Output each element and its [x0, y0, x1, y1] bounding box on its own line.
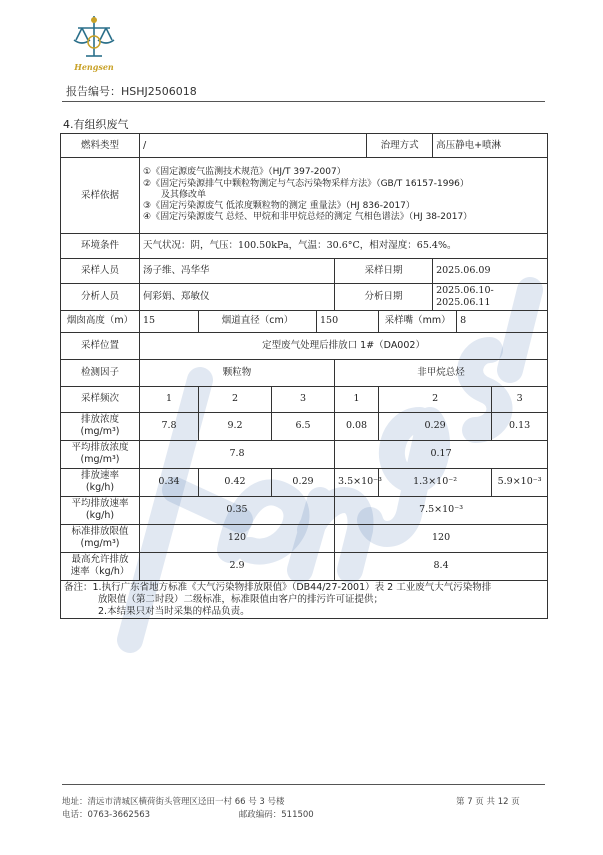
company-logo — [68, 12, 120, 76]
value-cell: 2.9 — [140, 552, 335, 580]
footer-phone: 电话：0763-3662563 — [62, 810, 151, 820]
value-cell: 0.42 — [199, 468, 272, 496]
freq-cell: 2 — [379, 386, 492, 412]
table-row — [61, 284, 548, 311]
page-number: 第 7 页 共 12 页 — [456, 797, 520, 807]
value-cell: 1.3×10⁻² — [379, 468, 492, 496]
value-cell: 120 — [335, 524, 548, 552]
treatment-value: 高压静电+喷淋 — [433, 134, 548, 158]
nozzle-value: 8 — [457, 310, 548, 332]
emission-data-table — [60, 133, 548, 619]
value-cell: 0.08 — [335, 412, 379, 440]
sample-date-value: 2025.06.09 — [433, 259, 548, 284]
freq-cell: 3 — [272, 386, 335, 412]
value-cell: 0.34 — [140, 468, 199, 496]
avg-rate-label: 平均排放速率 (kg/h) — [61, 496, 140, 524]
value-cell: 7.8 — [140, 412, 199, 440]
freq-cell: 1 — [335, 386, 379, 412]
sample-date-label: 采样日期 — [335, 259, 433, 284]
table-row — [61, 359, 548, 386]
factor-label: 检测因子 — [61, 359, 140, 386]
fuel-value: / — [140, 134, 367, 158]
env-value: 天气状况：阴，气压：100.50kPa，气温：30.6°C，相对湿度：65.4%。 — [140, 234, 548, 259]
max-rate-label: 最高允许排放 速率（kg/h） — [61, 552, 140, 580]
location-label: 采样位置 — [61, 332, 140, 359]
factor-particulate: 颗粒物 — [140, 359, 335, 386]
sampler-value: 汤子维、冯华华 — [140, 259, 335, 284]
value-cell: 8.4 — [335, 552, 548, 580]
analyst-label: 分析人员 — [61, 284, 140, 311]
value-cell: 5.9×10⁻³ — [492, 468, 548, 496]
table-row — [61, 310, 548, 332]
note-line: 2.本结果只对当时采集的样品负责。 — [98, 605, 250, 617]
value-cell: 0.35 — [140, 496, 335, 524]
table-row — [61, 440, 548, 468]
analysis-date-value: 2025.06.10-2025.06.11 — [433, 284, 548, 311]
freq-cell: 3 — [492, 386, 548, 412]
table-row — [61, 234, 548, 259]
table-row — [61, 580, 548, 619]
table-row — [61, 158, 548, 234]
basis-line: ②《固定污染源排气中颗粒物测定与气态污染物采样方法》（GB/T 16157-1996） — [143, 178, 469, 189]
header-divider — [62, 101, 545, 102]
value-cell: 0.29 — [272, 468, 335, 496]
value-cell: 0.17 — [335, 440, 548, 468]
section-title: 4.有组织废气 — [63, 118, 129, 131]
freq-label: 采样频次 — [61, 386, 140, 412]
table-row — [61, 134, 548, 158]
table-row — [61, 259, 548, 284]
stack-height-label: 烟囱高度（m） — [61, 310, 140, 332]
table-row — [61, 332, 548, 359]
table-row — [61, 386, 548, 412]
value-cell: 0.13 — [492, 412, 548, 440]
factor-nmhc: 非甲烷总烃 — [335, 359, 548, 386]
footer-zip: 邮政编码：511500 — [238, 810, 314, 820]
limit-label: 标准排放限值 (mg/m³) — [61, 524, 140, 552]
value-cell: 9.2 — [199, 412, 272, 440]
table-row — [61, 496, 548, 524]
basis-line: ③《固定污染源废气 低浓度颗粒物的测定 重量法》（HJ 836-2017） — [143, 201, 415, 212]
basis-line: 及其修改单 — [161, 189, 207, 200]
svg-text:Hengsen: Hengsen — [74, 62, 114, 72]
analyst-value: 何彩娟、郑敏仪 — [140, 284, 335, 311]
value-cell: 120 — [140, 524, 335, 552]
stack-diameter-label: 烟道直径（cm） — [199, 310, 317, 332]
table-row — [61, 412, 548, 440]
analysis-date-label: 分析日期 — [335, 284, 433, 311]
footer-divider — [62, 784, 545, 785]
nozzle-label: 采样嘴（mm） — [379, 310, 457, 332]
notes-cell — [61, 580, 548, 619]
location-value: 定型废气处理后排放口 1#（DA002） — [140, 332, 548, 359]
value-cell: 6.5 — [272, 412, 335, 440]
value-cell: 7.5×10⁻³ — [335, 496, 548, 524]
footer-contact — [62, 808, 314, 820]
stack-diameter-value: 150 — [317, 310, 379, 332]
basis-line: ①《固定源废气监测技术规范》（HJ/T 397-2007） — [143, 167, 346, 178]
rate-label: 排放速率 (kg/h) — [61, 468, 140, 496]
value-cell: 7.8 — [140, 440, 335, 468]
value-cell: 0.29 — [379, 412, 492, 440]
sampler-label: 采样人员 — [61, 259, 140, 284]
freq-cell: 1 — [140, 386, 199, 412]
footer-address: 地址：清远市清城区横荷街头管理区迳田一村 66 号 3 号楼 — [62, 797, 285, 807]
basis-label: 采样依据 — [61, 158, 140, 234]
stack-height-value: 15 — [140, 310, 199, 332]
value-cell: 3.5×10⁻³ — [335, 468, 379, 496]
env-label: 环境条件 — [61, 234, 140, 259]
basis-value — [140, 158, 548, 234]
conc-label: 排放浓度 (mg/m³) — [61, 412, 140, 440]
report-number: 报告编号：HSHJ2506018 — [66, 85, 197, 98]
treatment-label: 治理方式 — [367, 134, 433, 158]
basis-line: ④《固定污染源废气 总烃、甲烷和非甲烷总烃的测定 气相色谱法》（HJ 38-2017） — [143, 212, 473, 223]
avg-conc-label: 平均排放浓度 (mg/m³) — [61, 440, 140, 468]
table-row — [61, 468, 548, 496]
note-line: 放限值（第二时段）二级标准，标准限值由客户的排污许可证提供； — [98, 593, 384, 605]
freq-cell: 2 — [199, 386, 272, 412]
table-row — [61, 524, 548, 552]
note-line: 备注：1.执行广东省地方标准《大气污染物排放限值》（DB44/27-2001）表 2 工业废气大气污染物排 — [64, 581, 492, 593]
table-row — [61, 552, 548, 580]
fuel-label: 燃料类型 — [61, 134, 140, 158]
